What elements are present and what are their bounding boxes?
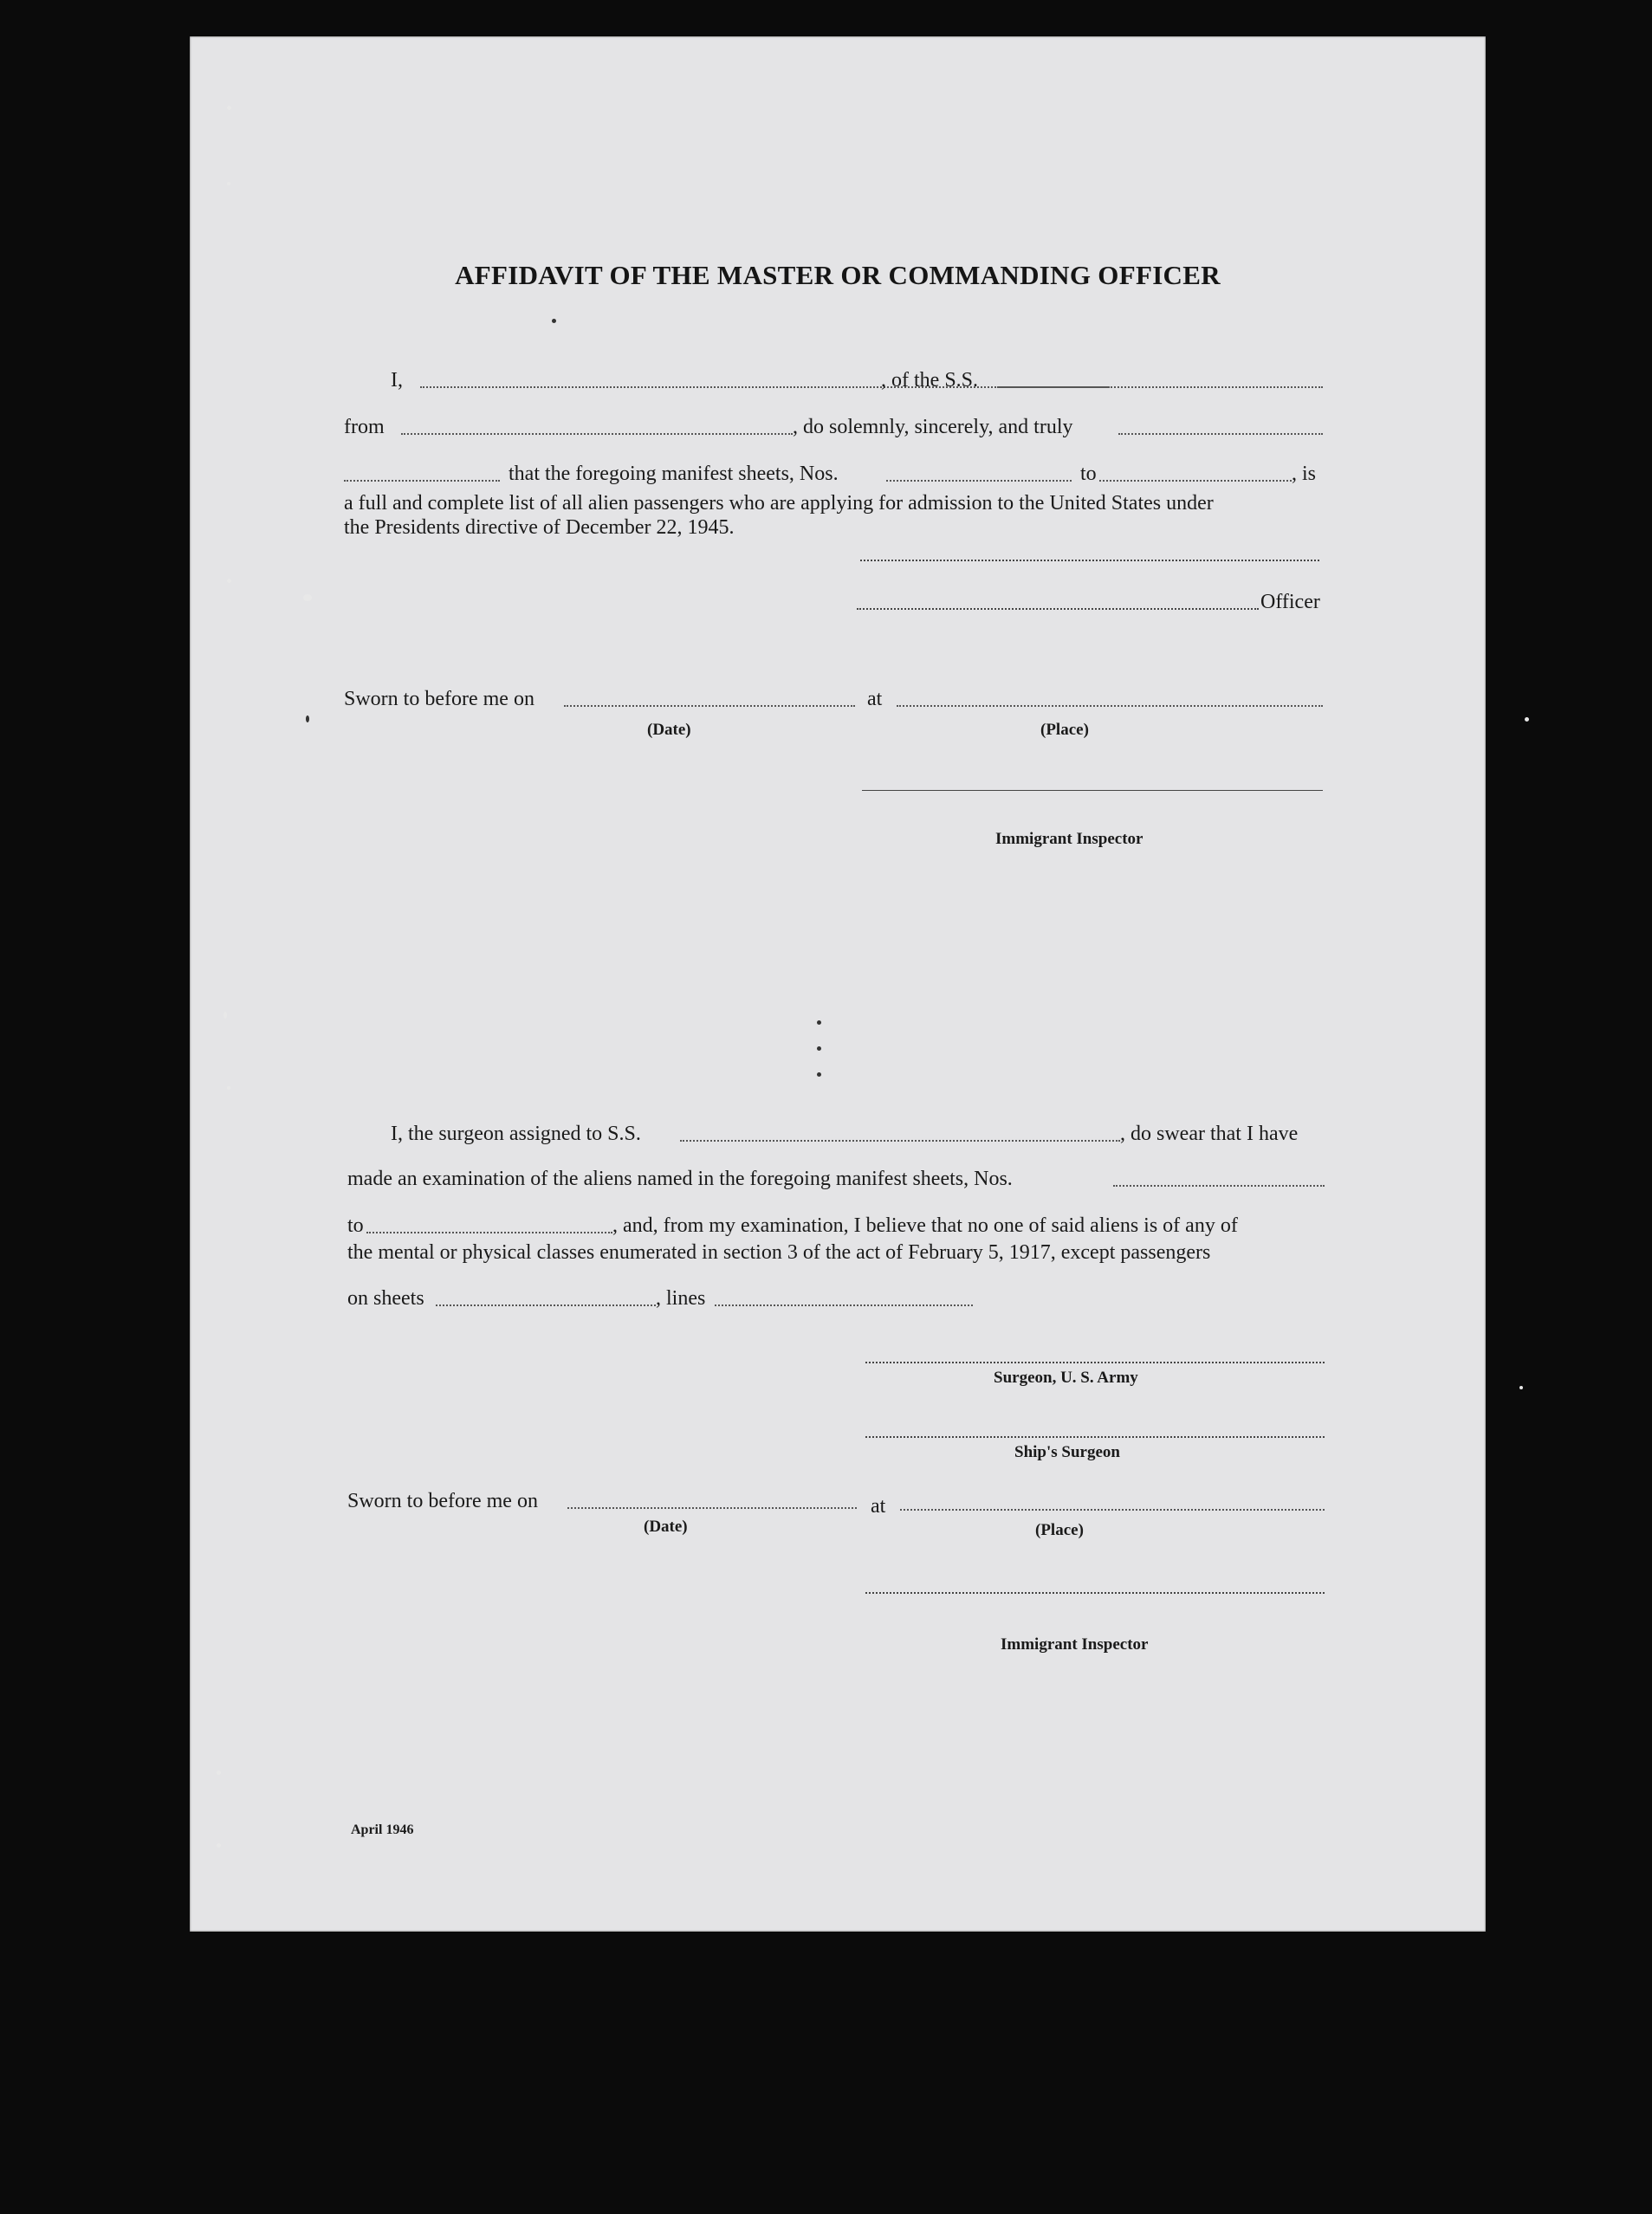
scan-speck bbox=[552, 319, 556, 323]
edge-mark bbox=[303, 594, 312, 601]
sworn2-at: at bbox=[871, 1495, 886, 1518]
officer-label: Officer bbox=[1260, 591, 1320, 613]
edge-mark bbox=[1525, 717, 1529, 722]
surgeon-sheets-to-blank[interactable] bbox=[366, 1232, 612, 1233]
master-i: I, bbox=[391, 369, 403, 392]
sworn2-label: Sworn to before me on bbox=[347, 1490, 538, 1512]
sworn1-place-blank[interactable] bbox=[897, 705, 1323, 707]
master-solemnly: , do solemnly, sincerely, and truly bbox=[793, 416, 1073, 438]
surgeon-line4: the mental or physical classes enumerated in section 3 of the act of February 5, 1917, except passengers bbox=[347, 1241, 1211, 1264]
edge-mark bbox=[227, 1086, 230, 1090]
oath-type-blank[interactable] bbox=[344, 480, 500, 482]
sworn1-at: at bbox=[867, 688, 883, 710]
officer-signature-line-2[interactable] bbox=[857, 608, 1259, 610]
surgeon-on-sheets: on sheets bbox=[347, 1287, 424, 1310]
army-surgeon-caption: Surgeon, U. S. Army bbox=[994, 1369, 1138, 1387]
officer-signature-line-1[interactable] bbox=[860, 560, 1319, 561]
master-text-line5: the Presidents directive of December 22, 1945. bbox=[344, 516, 735, 539]
master-that: that the foregoing manifest sheets, Nos. bbox=[509, 463, 839, 485]
edge-mark bbox=[227, 182, 230, 185]
surgeon-line2: made an examination of the aliens named in the foregoing manifest sheets, Nos. bbox=[347, 1168, 1013, 1190]
inspector1-caption: Immigrant Inspector bbox=[995, 830, 1143, 848]
from-port-blank[interactable] bbox=[401, 433, 793, 435]
edge-mark bbox=[1519, 1386, 1523, 1389]
sworn2-date-caption: (Date) bbox=[644, 1518, 688, 1536]
surgeon-line1-a: I, the surgeon assigned to S.S. bbox=[391, 1123, 641, 1145]
edge-mark bbox=[227, 579, 231, 583]
sworn1-label: Sworn to before me on bbox=[344, 688, 534, 710]
edge-mark bbox=[217, 1843, 221, 1848]
master-of-ss: , of the S.S. bbox=[881, 369, 979, 392]
edge-mark bbox=[217, 1771, 221, 1775]
master-text-line4: a full and complete list of all alien passengers who are applying for admission to the United States under bbox=[344, 492, 1214, 515]
scan-speck bbox=[817, 1020, 821, 1025]
surgeon-line1-b: , do swear that I have bbox=[1120, 1123, 1299, 1145]
master-is: , is bbox=[1292, 463, 1317, 485]
scan-speck bbox=[817, 1072, 821, 1077]
ship-name-blank[interactable] bbox=[997, 386, 1323, 388]
surgeon-lines: , lines bbox=[656, 1287, 706, 1310]
ship-surgeon-signature-line[interactable] bbox=[865, 1436, 1325, 1438]
sworn1-date-blank[interactable] bbox=[564, 705, 855, 707]
document-title: AFFIDAVIT OF THE MASTER OR COMMANDING OFFICER bbox=[455, 260, 1221, 290]
sheets-to-blank[interactable] bbox=[1099, 480, 1292, 482]
surgeon-ship-blank[interactable] bbox=[680, 1140, 1120, 1142]
sworn1-date-caption: (Date) bbox=[647, 721, 691, 739]
scan-speck bbox=[817, 1046, 821, 1051]
surgeon-line3: , and, from my examination, I believe that no one of said aliens is of any of bbox=[612, 1214, 1238, 1237]
master-from: from bbox=[344, 416, 385, 438]
ship-surgeon-caption: Ship's Surgeon bbox=[1014, 1443, 1120, 1461]
sheets-from-blank[interactable] bbox=[886, 480, 1072, 482]
swear-affirm-blank[interactable] bbox=[1118, 433, 1323, 435]
sworn2-date-blank[interactable] bbox=[567, 1507, 857, 1509]
army-surgeon-signature-line[interactable] bbox=[865, 1362, 1325, 1363]
sworn2-place-blank[interactable] bbox=[900, 1509, 1325, 1511]
form-date: April 1946 bbox=[351, 1822, 414, 1837]
inspector1-signature-line[interactable] bbox=[862, 790, 1323, 791]
edge-mark bbox=[224, 1012, 227, 1019]
edge-mark bbox=[227, 106, 231, 110]
surgeon-lines-blank[interactable] bbox=[715, 1304, 973, 1306]
surgeon-to: to bbox=[347, 1214, 364, 1237]
inspector2-signature-line[interactable] bbox=[865, 1592, 1325, 1594]
inspector2-caption: Immigrant Inspector bbox=[1001, 1635, 1149, 1654]
surgeon-on-sheets-blank[interactable] bbox=[436, 1304, 656, 1306]
scan-speck bbox=[306, 715, 309, 722]
sworn1-place-caption: (Place) bbox=[1040, 721, 1089, 739]
form-page bbox=[190, 36, 1486, 1932]
surgeon-sheets-from-blank[interactable] bbox=[1113, 1185, 1325, 1187]
sworn2-place-caption: (Place) bbox=[1035, 1521, 1084, 1539]
master-to: to bbox=[1080, 463, 1097, 485]
